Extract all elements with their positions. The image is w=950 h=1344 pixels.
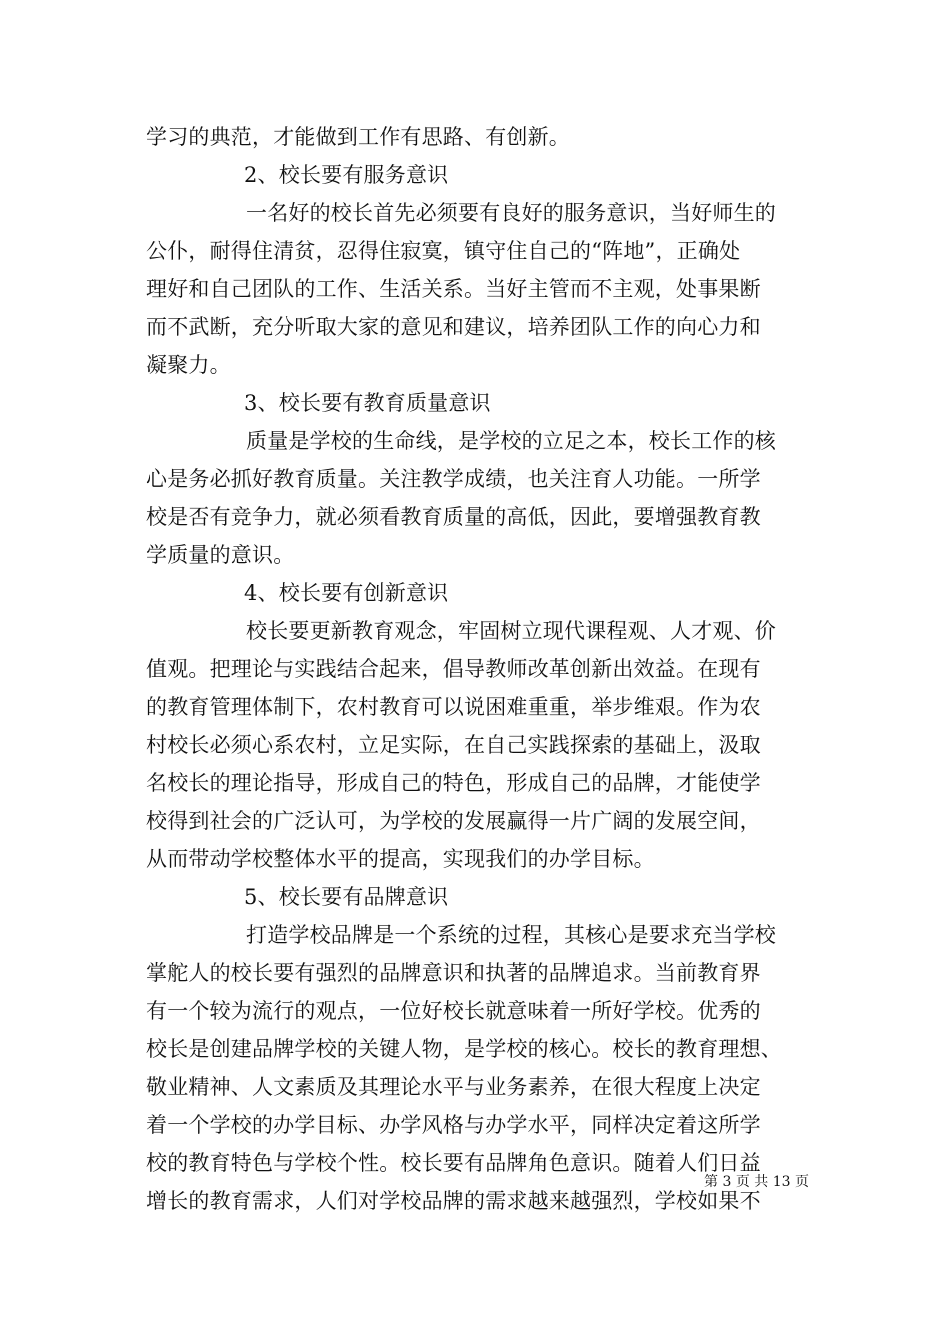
text-line-11: 校是否有竞争力，就必须看教育质量的高低，因此，要增强教育教: [146, 505, 761, 529]
text-line-5: 理好和自己团队的工作、生活关系。当好主管而不主观，处事果断: [146, 277, 761, 301]
text-line-20: 从而带动学校整体水平的提高，实现我们的办学目标。: [146, 847, 655, 871]
text-line-26: 敬业精神、人文素质及其理论水平与业务素养，在很大程度上决定: [146, 1075, 761, 1099]
text-line-19: 校得到社会的广泛认可，为学校的发展赢得一片广阔的发展空间，: [146, 809, 761, 833]
section-heading-2: 2、校长要有服务意识: [244, 163, 449, 187]
text-line-22: 打造学校品牌是一个系统的过程，其核心是要求充当学校: [246, 923, 776, 947]
text-line-29: 增长的教育需求，人们对学校品牌的需求越来越强烈，学校如果不: [146, 1189, 761, 1213]
text-line-4: 公仆，耐得住清贫，忍得住寂寞，镇守住自己的“阵地”，正确处: [146, 239, 741, 263]
text-line-27: 着一个学校的办学目标、办学风格与办学水平，同样决定着这所学: [146, 1113, 761, 1137]
text-line-24: 有一个较为流行的观点，一位好校长就意味着一所好学校。优秀的: [146, 999, 761, 1023]
text-line-18: 名校长的理论指导，形成自己的特色，形成自己的品牌，才能使学: [146, 771, 761, 795]
page-number-footer: 第 3 页 共 13 页: [704, 1174, 809, 1190]
text-line-9: 质量是学校的生命线，是学校的立足之本，校长工作的核: [246, 429, 776, 453]
text-line-1: 学习的典范，才能做到工作有思路、有创新。: [146, 125, 570, 149]
document-body: [146, 118, 810, 1220]
text-line-6: 而不武断，充分听取大家的意见和建议，培养团队工作的向心力和: [146, 315, 761, 339]
text-line-28: 校的教育特色与学校个性。校长要有品牌角色意识。随着人们日益: [146, 1151, 761, 1175]
text-line-12: 学质量的意识。: [146, 543, 295, 567]
text-line-10: 心是务必抓好教育质量。关注教学成绩，也关注育人功能。一所学: [146, 467, 761, 491]
section-heading-5: 5、校长要有品牌意识: [244, 885, 449, 909]
text-line-17: 村校长必须心系农村，立足实际，在自己实践探索的基础上，汲取: [146, 733, 761, 757]
text-line-14: 校长要更新教育观念，牢固树立现代课程观、人才观、价: [246, 619, 776, 643]
section-heading-4: 4、校长要有创新意识: [244, 581, 449, 605]
text-line-16: 的教育管理体制下，农村教育可以说困难重重，举步维艰。作为农: [146, 695, 761, 719]
text-line-25: 校长是创建品牌学校的关键人物，是学校的核心。校长的教育理想、: [146, 1037, 782, 1061]
text-line-3: 一名好的校长首先必须要有良好的服务意识，当好师生的: [246, 201, 776, 225]
text-line-23: 掌舵人的校长要有强烈的品牌意识和执著的品牌追求。当前教育界: [146, 961, 761, 985]
text-line-15: 值观。把理论与实践结合起来，倡导教师改革创新出效益。在现有: [146, 657, 761, 681]
section-heading-3: 3、校长要有教育质量意识: [244, 391, 491, 415]
text-line-7: 凝聚力。: [146, 353, 231, 377]
